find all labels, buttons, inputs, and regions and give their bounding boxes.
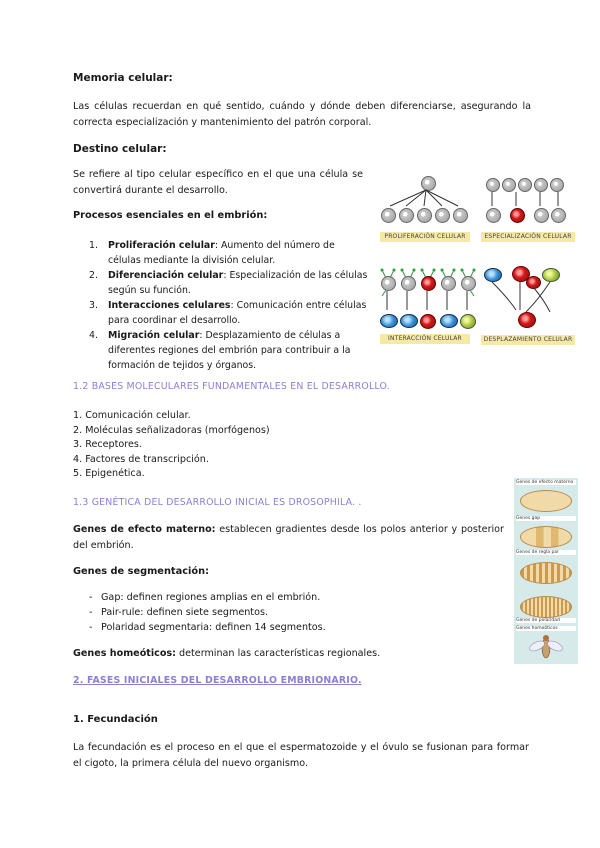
list-item: 2. Moléculas señalizadoras (morfógenos) xyxy=(73,424,270,436)
cell-processes-figure xyxy=(378,172,578,352)
memoria-text: Las células recuerdan en qué sentido, cuándo y dónde deben diferenciarse, asegurando la correcta especialización y mantenimiento del patrón corporal. xyxy=(73,101,531,128)
label-regla-par: Genes de regla par xyxy=(516,550,576,555)
procesos-heading: Procesos esenciales en el embrión: xyxy=(73,210,268,221)
segmentacion-heading: Genes de segmentación: xyxy=(73,566,210,577)
label-gap: Genes gap xyxy=(516,516,576,521)
list-item: - Gap: definen regiones amplias en el embrión. xyxy=(73,590,493,605)
label-desplazamiento: DESPLAZAMIENTO CELULAR xyxy=(481,335,575,345)
destino-heading: Destino celular: xyxy=(73,143,167,155)
label-materno: Genes de efecto materno xyxy=(516,480,576,485)
list-item: 3. Receptores. xyxy=(73,439,142,450)
drosophila-figure xyxy=(514,478,578,664)
section-2-heading[interactable]: 2. FASES INICIALES DEL DESARROLLO EMBRIONARIO. xyxy=(73,675,362,686)
list-item: 1. Comunicación celular. xyxy=(73,410,191,421)
section-12-heading: 1.2 BASES MOLECULARES FUNDAMENTALES EN EL DESARROLLO. xyxy=(73,381,390,392)
label-polaridad: Genes de polaridad xyxy=(516,618,576,623)
list-item: - Polaridad segmentaria: definen 14 segmentos. xyxy=(73,620,493,635)
genes-materno-text: Genes de efecto materno: establecen gradientes desde los polos anterior y posterior del embrión. xyxy=(73,524,504,551)
fly-icon xyxy=(528,632,564,662)
label-especializacion: ESPECIALIZACIÓN CELULAR xyxy=(481,232,575,242)
list-item: 5. Epigenética. xyxy=(73,468,145,479)
list-item: 2. Diferenciación celular: Especialización de las células según su función. xyxy=(89,270,368,296)
list-item: 4. Migración celular: Desplazamiento de células a diferentes regiones del embrión para contribuir a la formación de tejidos y órganos. xyxy=(89,330,351,371)
destino-text: Se refiere al tipo celular específico en el que una célula se convertirá durante el desarrollo. xyxy=(73,169,363,196)
homeoticos-text: Genes homeóticos: determinan las características regionales. xyxy=(73,648,381,659)
label-interaccion: INTERACCIÓN CELULAR xyxy=(380,334,470,344)
fecundacion-text: La fecundación es el proceso en el que el espermatozoide y el óvulo se fusionan para formar el cigoto, la primera célula del nuevo organismo. xyxy=(73,742,529,769)
list-item: 1. Proliferación celular: Aumento del número de células mediante la división celular. xyxy=(89,240,335,266)
memoria-heading: Memoria celular: xyxy=(73,72,173,84)
list-item: 4. Factores de transcripción. xyxy=(73,453,209,465)
list-item: - Pair-rule: definen siete segmentos. xyxy=(73,605,493,620)
label-proliferacion: PROLIFERACIÓN CELULAR xyxy=(380,232,470,242)
section-13-heading: 1.3 GENÉTICA DEL DESARROLLO INICIAL ES DROSOPHILA. . xyxy=(73,497,362,508)
segmentacion-list xyxy=(73,590,493,635)
fecundacion-heading: 1. Fecundación xyxy=(73,714,158,725)
molecular-bases-list xyxy=(73,409,270,482)
label-homeoticos: Genes homeóticos xyxy=(516,626,576,631)
procesos-list xyxy=(73,238,369,373)
list-item: 3. Interacciones celulares: Comunicación entre células para coordinar el desarrollo. xyxy=(89,300,367,326)
